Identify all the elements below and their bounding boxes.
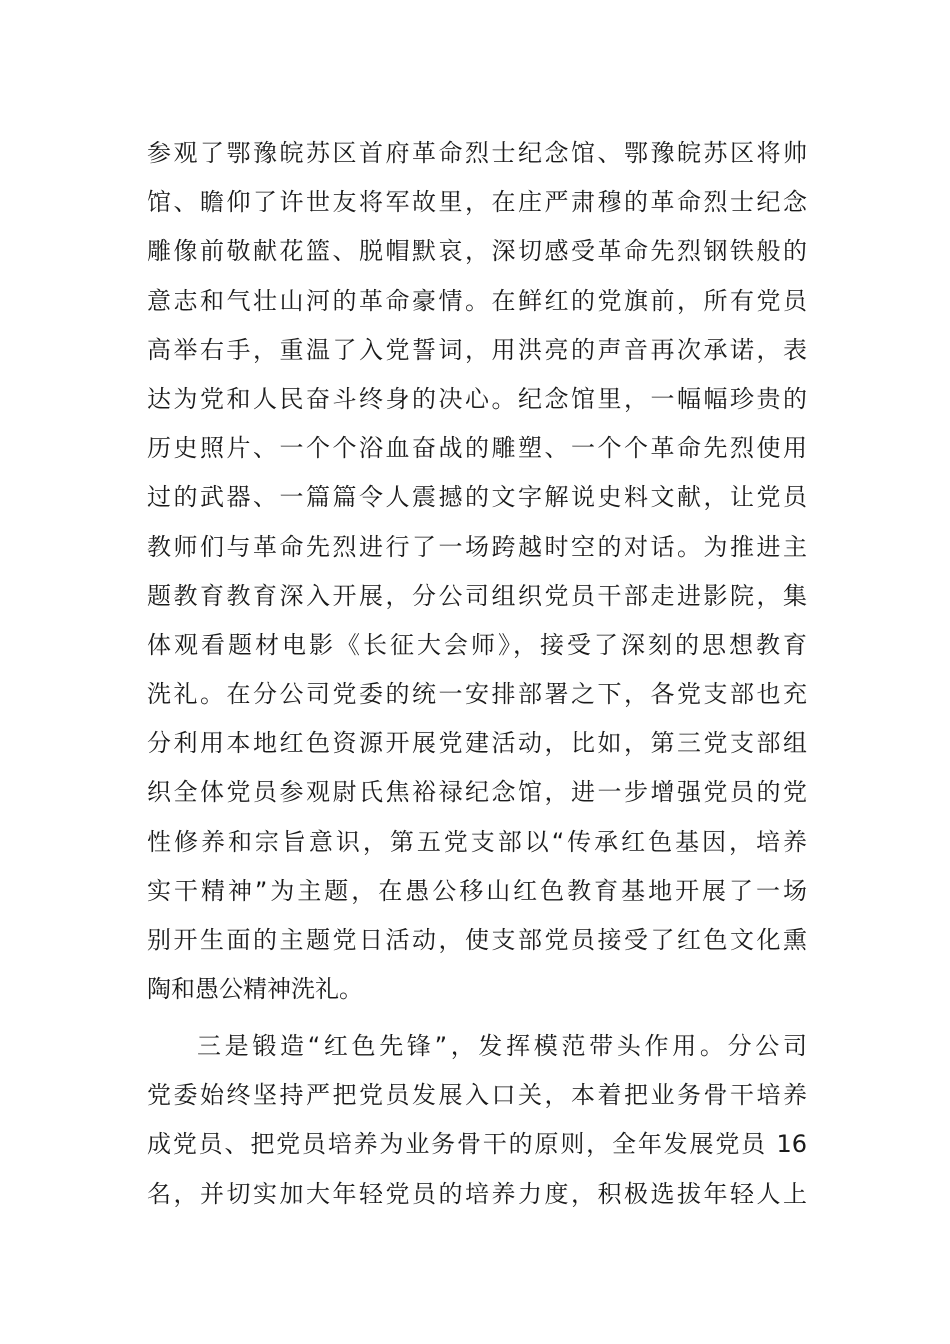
paragraph-1-line: 过的武器、一篇篇令人震撼的文字解说史料文献，让党员: [147, 483, 807, 512]
paragraph-1-line: 体观看题材电影《长征大会师》，接受了深刻的思想教育: [147, 630, 807, 659]
paragraph-1-line: 历史照片、一个个浴血奋战的雕塑、一个个革命先烈使用: [147, 434, 807, 463]
paragraph-2-line: 党委始终坚持严把党员发展入口关，本着把业务骨干培养: [147, 1081, 807, 1110]
paragraph-1-line: 意志和气壮山河的革命豪情。在鲜红的党旗前，所有党员: [147, 286, 807, 315]
paragraph-2: [147, 1022, 807, 1219]
paragraph-1-line: 别开生面的主题党日活动，使支部党员接受了红色文化熏: [147, 926, 807, 954]
paragraph-1-line: 参观了鄂豫皖苏区首府革命烈士纪念馆、鄂豫皖苏区将帅: [147, 139, 807, 167]
paragraph-2-line: 成党员、把党员培养为业务骨干的原则，全年发展党员 16: [147, 1130, 807, 1159]
paragraph-1-line: 实干精神”为主题，在愚公移山红色教育基地开展了一场: [147, 876, 807, 905]
paragraph-1-line: 教师们与革命先烈进行了一场跨越时空的对话。为推进主: [147, 532, 807, 561]
paragraph-1: [147, 129, 807, 1014]
paragraph-2-line: 三是锻造“红色先锋”，发挥模范带头作用。分公司: [197, 1032, 807, 1060]
paragraph-1-line: 性修养和宗旨意识，第五党支部以“传承红色基因，培养: [147, 827, 807, 856]
paragraph-1-line: 分利用本地红色资源开展党建活动，比如，第三党支部组: [147, 729, 807, 758]
paragraph-2-line: 名，并切实加大年轻党员的培养力度，积极选拔年轻人上: [147, 1179, 807, 1208]
paragraph-1-line: 洗礼。在分公司党委的统一安排部署之下，各党支部也充: [147, 680, 807, 709]
paragraph-1-line: 陶和愚公精神洗礼。: [147, 975, 363, 1004]
paragraph-1-line: 题教育教育深入开展，分公司组织党员干部走进影院，集: [147, 581, 807, 610]
paragraph-1-line: 高举右手，重温了入党誓词，用洪亮的声音再次承诺，表: [147, 335, 807, 364]
paragraph-1-line: 织全体党员参观尉氏焦裕禄纪念馆，进一步增强党员的党: [147, 778, 807, 807]
paragraph-1-line: 雕像前敬献花篮、脱帽默哀，深切感受革命先烈钢铁般的: [147, 237, 807, 266]
paragraph-1-line: 馆、瞻仰了许世友将军故里，在庄严肃穆的革命烈士纪念: [147, 188, 807, 217]
paragraph-1-line: 达为党和人民奋斗终身的决心。纪念馆里，一幅幅珍贵的: [147, 384, 807, 413]
